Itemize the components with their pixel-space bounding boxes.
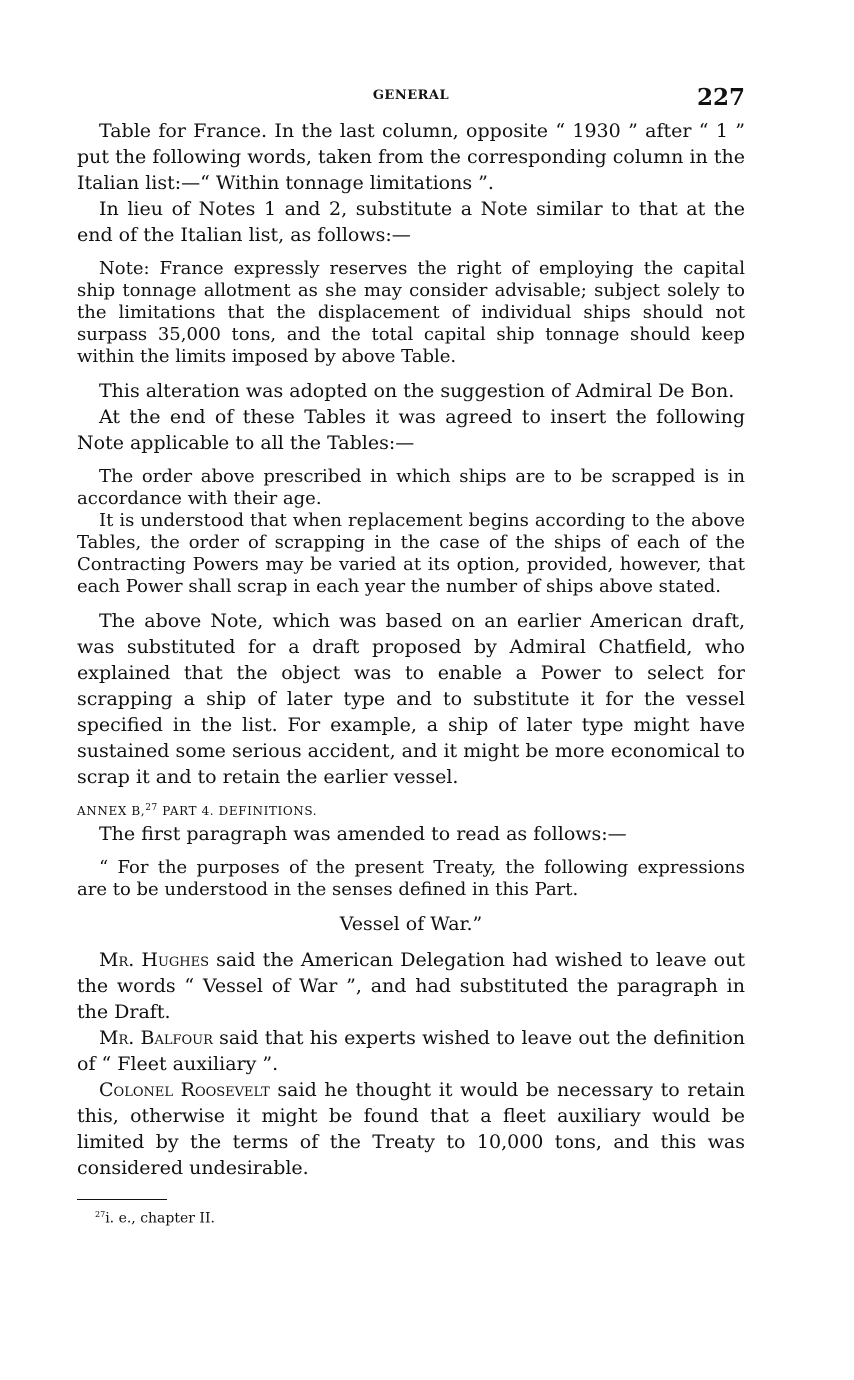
page-number: 227 [696, 84, 745, 111]
quote-vessel-of-war: Vessel of War.” [339, 913, 483, 935]
paragraph-notes-substitution: In lieu of Notes 1 and 2, substitute a Note similar to that at the end of the Italian list, as follows:— [77, 198, 745, 246]
paragraph-hughes-text: said the American Delegation had wished to leave out the words “ Vessel of War ”, and had substituted the paragraph in the Draft. [77, 949, 745, 1023]
annex-heading-title: PART 4. DEFINITIONS. [157, 804, 318, 818]
annex-heading [77, 798, 745, 821]
paragraph-hughes [77, 947, 745, 1025]
running-title: GENERAL [372, 88, 450, 103]
speaker-balfour: Mr. Balfour [99, 1027, 213, 1049]
speaker-roosevelt: Colonel Roosevelt [99, 1079, 270, 1101]
paragraph-de-bon: This alteration was adopted on the suggestion of Admiral De Bon. [99, 380, 735, 402]
footnote-divider [77, 1199, 167, 1200]
footnote-text: i. e., chapter II. [105, 1210, 215, 1227]
speaker-hughes: Mr. Hughes [99, 949, 210, 971]
footnote-marker: 27 [95, 1210, 106, 1219]
paragraph-roosevelt-text: said he thought it would be necessary to retain this, otherwise it might be found that a fleet auxiliary would be limited by the terms of the Treaty to 10,000 tons, and this was considered undesirable. [77, 1079, 745, 1179]
paragraph-chatfield: The above Note, which was based on an earlier American draft, was substituted for a draft proposed by Admiral Chatfield, who explained that the object was to enable a Power to select for scrapping a ship of later type and to substitute it for the vessel specified in the list. For example, a ship of later type might have sustained some serious accident, and it might be more economical to scrap it and to retain the earlier vessel. [77, 610, 745, 788]
note-france-capital-ships: Note: France expressly reserves the right of employing the capital ship tonnage allotment as she may consider advisable; subject solely to the limitations that the displacement of individual ships should not surpass 35,000 tons, and the total capital ship tonnage should keep within the limits imposed by above Table. [77, 258, 745, 367]
document-page [77, 84, 745, 1228]
paragraph-tables-note: At the end of these Tables it was agreed to insert the following Note applicable to all the Tables:— [77, 406, 745, 454]
quote-treaty-expressions: “ For the purposes of the present Treaty, the following expressions are to be understood in the senses defined in this Part. [77, 857, 745, 900]
note-scrapping-order: The order above prescribed in which ships are to be scrapped is in accordance with their age. [77, 466, 745, 509]
paragraph-roosevelt [77, 1077, 745, 1181]
footnote [77, 1206, 745, 1228]
paragraph-balfour-text: said that his experts wished to leave out the definition of “ Fleet auxiliary ”. [77, 1027, 746, 1075]
paragraph-balfour [77, 1025, 745, 1077]
note-scrapping-option: It is understood that when replacement begins according to the above Tables, the order of scrapping in the case of the ships of each of the Contracting Powers may be varied at its option, provided, however, that each Power shall scrap in each year the number of ships above stated. [77, 510, 745, 597]
paragraph-france-table: Table for France. In the last column, opposite “ 1930 ” after “ 1 ” put the following words, taken from the corresponding column in the Italian list:—“ Within tonnage limitations ”. [77, 120, 745, 194]
paragraph-amendment: The first paragraph was amended to read as follows:— [99, 823, 627, 845]
annex-heading-label: ANNEX B, [77, 804, 146, 818]
footnote-reference: 27 [145, 803, 158, 813]
running-head [77, 84, 745, 118]
